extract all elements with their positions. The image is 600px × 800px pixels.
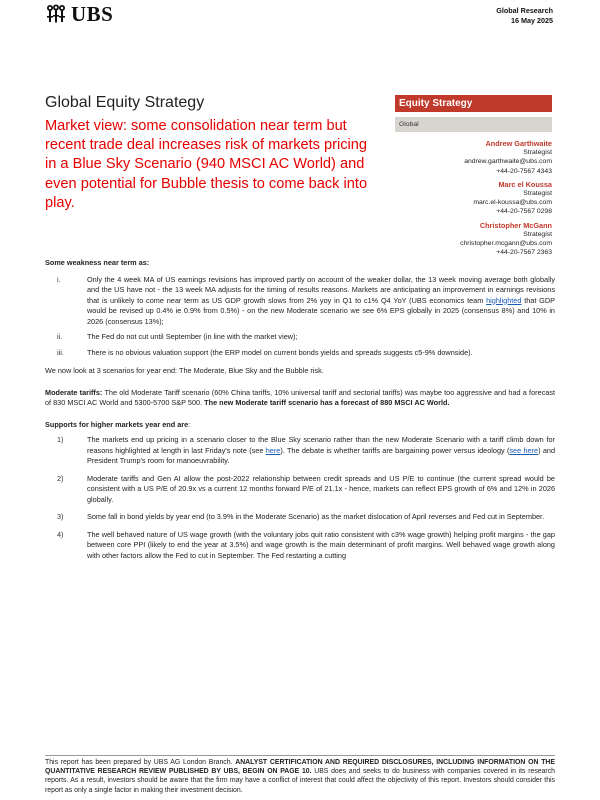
- list-text: The well behaved nature of US wage growth (with the voluntary jobs quit ratio consistent with c3% wage growth) helping profit margins - the gap between core PPI (likely to end the year at 3.5%) and wage growth is the main determinant of profit margins. Well behaved wage growth along with other factors allow the Fed to cut in September. The Fed restarting a cutting: [87, 529, 555, 560]
- list-number: 4): [57, 529, 64, 539]
- list-number: iii.: [57, 347, 64, 357]
- report-meta: [496, 6, 553, 26]
- region-label: Global: [395, 117, 552, 132]
- page-title: Global Equity Strategy: [45, 94, 205, 111]
- list-item: [45, 332, 555, 343]
- list-text: Moderate tariffs and Gen AI allow the post-2022 relationship between credit spreads and US P/E to continue (the current spread would be consistent with a US P/E of 20.9x vs a current 12 months forward P/E of 21.1x - hence, markets can reflect EPS growth of 6% and 12% in 2026 globally.: [87, 473, 555, 504]
- list-item: [45, 435, 555, 467]
- author-name: Andrew Garthwaite: [485, 139, 552, 148]
- author-email[interactable]: christopher.mcgann@ubs.com: [460, 240, 552, 248]
- see-here-link[interactable]: see here: [509, 445, 539, 455]
- list-number: 3): [57, 512, 64, 521]
- list-number: 2): [57, 473, 64, 483]
- list-item: [45, 275, 555, 328]
- list-item: [45, 348, 555, 359]
- headline: Market view: some consolidation near term but recent trade deal increases risk of markets pricing in a Blue Sky Scenario (940 MSCI AC World) and even potential for Bubble thesis to come back into play.: [45, 118, 368, 211]
- division-label: Global Research: [496, 6, 553, 15]
- author-card: [395, 221, 552, 258]
- sidebar-banner: Equity Strategy: [395, 95, 552, 112]
- list-item: [45, 474, 555, 506]
- author-name: Marc el Koussa: [498, 179, 552, 189]
- list-item: [45, 512, 555, 523]
- ubs-keys-logo-icon: [45, 4, 67, 24]
- report-body: [45, 258, 555, 566]
- list-number: i.: [57, 274, 61, 284]
- here-link[interactable]: here: [265, 445, 281, 455]
- author-phone: +44-20-7567 2363: [496, 249, 552, 257]
- disclaimer-footer: This report has been prepared by UBS AG London Branch. ANALYST CERTIFICATION AND REQUIRED DISCLOSURES, INCLUDING INFORMATION ON THE QUANTITATIVE RESEARCH REVIEW PUBLISHED BY UBS, BEGIN ON PAGE 10. UBS does and seeks to do business with companies covered in its research reports. As a result, investors should be aware that the firm may have a conflict of interest that could affect the objectivity of this report. Investors should consider this report as only a single factor in making their investment decision.: [45, 759, 555, 794]
- author-card: [395, 180, 552, 217]
- author-role: Strategist: [523, 230, 552, 238]
- list-text: The Fed do not cut until September (in line with the market view);: [87, 332, 298, 341]
- author-email[interactable]: andrew.garthwaite@ubs.com: [464, 158, 552, 166]
- list-number: ii.: [57, 332, 63, 341]
- report-date: 16 May 2025: [511, 16, 553, 25]
- author-card: [395, 139, 552, 176]
- section-heading: Supports for higher markets year end are:: [45, 419, 191, 429]
- section-heading: Some weakness near term as:: [45, 258, 150, 267]
- author-email[interactable]: marc.el-koussa@ubs.com: [473, 199, 552, 207]
- author-role: Strategist: [523, 190, 552, 198]
- author-phone: +44-20-7567 4343: [496, 167, 552, 175]
- list-text: There is no obvious valuation support (the ERP model on current bonds yields and spreads suggests c5-9% downside).: [87, 347, 473, 357]
- list-text: The markets end up pricing in a scenario closer to the Blue Sky scenario rather than the new Moderate Scenario with a tariff climb down for reasons highlighted at length in last Friday's note (see here). The debate is whether tariffs are bargaining power versus ideology (see here) and President Trump's room for manoeuvrability.: [87, 435, 556, 465]
- brand-name: UBS: [71, 2, 114, 26]
- ubs-logo: [45, 4, 113, 24]
- list-text: Only the 4 week MA of US earnings revisions has improved partly on account of the weaker dollar, the 13 week moving average both globally and the US have not - the 13 week MA adjusts for the timing of results reasons. Markets are anticipating an improvement in earnings revisions that is unlikely to come near term as US GDP growth slows from 2% yoy in Q1 to c1% Q4 YoY (UBS economics team highlighted that GDP would be revised up 0.4% ie 0.9% from 0.5%) - on the new Moderate scenario we see 6% EPS globally in 2025 (consensus 8%) and 10% in 2026 (consensus 13%);: [87, 274, 555, 326]
- list-text: Some fall in bond yields by year end (to 3.9% in the Moderate Scenario) as the market dislocation of April reverses and Fed cut in September.: [87, 512, 545, 521]
- moderate-tariffs-paragraph: Moderate tariffs: The old Moderate Tariff scenario (60% China tariffs, 10% universal tariff and sectorial tariffs) was maybe too aggressive and had a forecast of 830 MSCI AC World and 5300-5700 S&P 500. The new Moderate tariff scenario has a forecast of 880 MSCI AC World.: [45, 387, 556, 407]
- author-list: [395, 139, 552, 261]
- author-name: Christopher McGann: [479, 220, 552, 230]
- scenarios-intro: We now look at 3 scenarios for year end: The Moderate, Blue Sky and the Bubble risk.: [45, 366, 324, 375]
- author-phone: +44-20-7567 0298: [496, 208, 552, 216]
- author-role: Strategist: [523, 149, 552, 157]
- list-item: [45, 530, 555, 562]
- list-number: 1): [57, 435, 64, 444]
- highlighted-link[interactable]: highlighted: [486, 295, 522, 305]
- footer-divider: [45, 755, 555, 756]
- moderate-label: Moderate tariffs:: [45, 387, 103, 397]
